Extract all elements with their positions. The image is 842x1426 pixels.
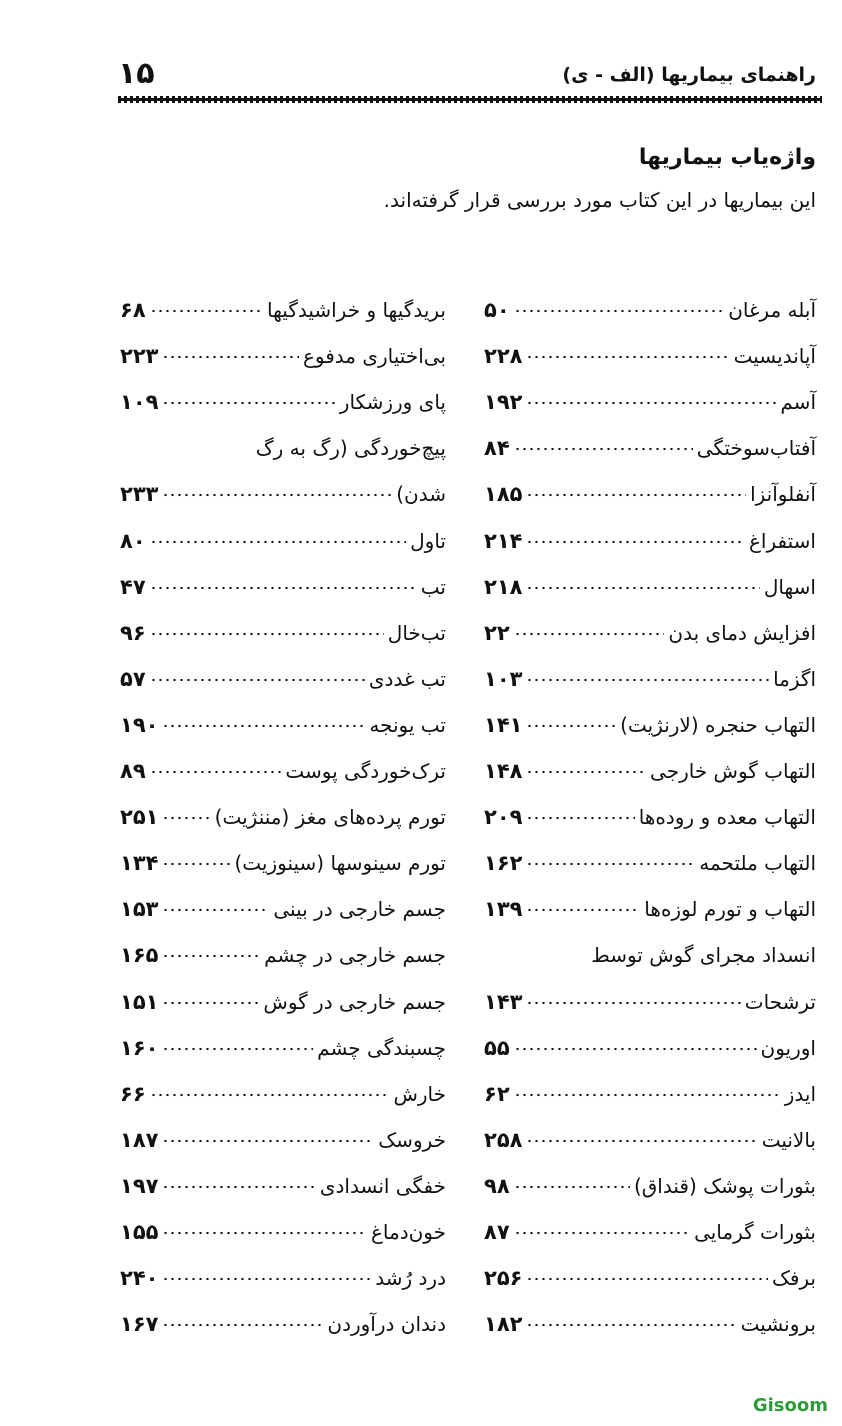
dot-leader [150, 540, 407, 544]
page-ref: ۱۶۰ [120, 1035, 159, 1060]
page-number: ۱۵ [118, 56, 155, 91]
index-term: جسم خارجی در گوش [263, 989, 446, 1014]
index-entry [120, 783, 446, 829]
index-term: آفتاب‌سوختگی [696, 436, 816, 461]
index-term: انسداد مجرای گوش توسط [591, 943, 816, 968]
dot-leader [514, 1047, 757, 1051]
page-ref: ۵۷ [120, 666, 146, 691]
index-entry [484, 506, 816, 552]
index-term: التهاب ملتحمه [699, 851, 816, 876]
dot-leader [162, 355, 299, 359]
index-entry [484, 322, 816, 368]
intro-text: این بیماریها در این کتاب مورد بررسی قرار گرفته‌اند. [383, 188, 816, 212]
dot-leader [162, 862, 230, 866]
index-entry [120, 553, 446, 599]
dot-leader [150, 632, 384, 636]
index-term: بثورات گرمایی [694, 1219, 816, 1244]
index-term: استفراغ [749, 528, 816, 553]
index-term: افزایش دمای بدن [668, 620, 816, 645]
dot-leader [514, 1185, 630, 1189]
index-term: التهاب گوش خارجی [650, 759, 816, 784]
dot-leader [514, 447, 693, 451]
dot-leader [526, 862, 695, 866]
dot-leader [162, 1001, 259, 1005]
page-ref: ۱۴۱ [484, 712, 523, 737]
index-entry [120, 368, 446, 414]
index-entry [120, 829, 446, 875]
index-entry [484, 368, 816, 414]
page-ref: ۲۱۸ [484, 574, 523, 599]
dot-leader [514, 632, 665, 636]
page-ref: ۸۰ [120, 528, 146, 553]
index-term: تب غددی [368, 666, 446, 691]
index-entry [484, 783, 816, 829]
page-ref: ۱۹۲ [484, 390, 523, 415]
dot-leader [150, 770, 282, 774]
dot-leader [162, 1231, 367, 1235]
index-term: آبله مرغان [728, 298, 816, 323]
index-entry [484, 414, 816, 460]
dot-leader [162, 954, 260, 958]
index-term: خروسک [378, 1127, 446, 1152]
index-term: ایدز [784, 1081, 816, 1106]
index-entry [120, 506, 446, 552]
index-term: دندان درآوردن [327, 1312, 446, 1337]
page-ref: ۹۶ [120, 620, 146, 645]
index-entry [484, 921, 816, 967]
page-ref: ۱۹۰ [120, 712, 159, 737]
index-entry [484, 1244, 816, 1290]
dot-leader [162, 1139, 374, 1143]
dot-leader [514, 1093, 781, 1097]
index-entry [484, 276, 816, 322]
index-entry [120, 737, 446, 783]
index-term: تب یونجه [369, 712, 446, 737]
dot-leader [526, 816, 634, 820]
dot-leader [526, 724, 616, 728]
page-ref: ۵۰ [484, 298, 510, 323]
page-ref: ۲۲ [484, 620, 510, 645]
index-entry [484, 460, 816, 506]
index-term: جسم خارجی در چشم [264, 943, 446, 968]
index-entry [484, 1198, 816, 1244]
page-ref: ۱۸۷ [120, 1127, 159, 1152]
dot-leader [526, 1277, 767, 1281]
dot-leader [526, 493, 746, 497]
page-ref: ۲۵۶ [484, 1266, 523, 1291]
dot-leader [162, 1323, 323, 1327]
page-ref: ۱۹۷ [120, 1173, 159, 1198]
index-entry [120, 460, 446, 506]
page-ref: ۹۸ [484, 1173, 510, 1198]
index-term: بثورات پوشک (قنداق) [633, 1173, 816, 1198]
index-term: التهاب معده و روده‌ها [638, 805, 816, 830]
index-term: ترشحات [744, 989, 816, 1014]
index-term: ترک‌خوردگی پوست [285, 759, 446, 784]
page-ref: ۱۶۵ [120, 943, 159, 968]
index-term: جسم خارجی در بینی [273, 897, 446, 922]
page-ref: ۲۴۰ [120, 1266, 159, 1291]
watermark-logo: Gisoom [752, 1395, 828, 1416]
page-ref: ۱۰۹ [120, 390, 159, 415]
index-term: درد رُشد [375, 1266, 446, 1291]
index-entry [120, 1244, 446, 1290]
index-term: آپاندیسیت [733, 344, 816, 369]
page-ref: ۶۶ [120, 1081, 146, 1106]
index-term: تب‌خال [387, 620, 446, 645]
index-entry [120, 1060, 446, 1106]
index-term: اگزما [773, 666, 816, 691]
index-entry [484, 645, 816, 691]
dot-leader [162, 1047, 313, 1051]
page-ref: ۱۶۲ [484, 851, 523, 876]
page-ref: ۲۳۳ [120, 482, 159, 507]
header-divider [118, 96, 822, 103]
index-entry [484, 1106, 816, 1152]
index-entry [120, 691, 446, 737]
index-term: تورم پرده‌های مغز (مننژیت) [214, 805, 446, 830]
index-entry [484, 737, 816, 783]
page-ref: ۱۸۲ [484, 1312, 523, 1337]
index-column-left [120, 276, 446, 1336]
page-ref: ۱۳۹ [484, 897, 523, 922]
dot-leader [526, 401, 776, 405]
index-entry [120, 1106, 446, 1152]
index-term: بریدگیها و خراشیدگیها [266, 298, 446, 323]
page-ref: ۲۲۸ [484, 344, 523, 369]
index-term: برفک [771, 1266, 816, 1291]
index-term: تب [420, 574, 446, 599]
page-ref: ۴۷ [120, 574, 146, 599]
dot-leader [526, 1139, 757, 1143]
index-entry [120, 875, 446, 921]
page-ref: ۱۶۷ [120, 1312, 159, 1337]
page-ref: ۲۵۱ [120, 805, 159, 830]
index-entry [120, 414, 446, 460]
page-ref: ۲۱۴ [484, 528, 523, 553]
page-ref: ۱۵۱ [120, 989, 159, 1014]
dot-leader [162, 401, 335, 405]
index-term: آسم [780, 390, 816, 415]
index-entry [120, 1014, 446, 1060]
index-term: اسهال [763, 574, 816, 599]
index-entry [484, 599, 816, 645]
index-entry [120, 1290, 446, 1336]
dot-leader [514, 1231, 690, 1235]
dot-leader [162, 908, 269, 912]
index-term: التهاب حنجره (لارنژیت) [620, 712, 816, 737]
page-ref: ۱۵۳ [120, 897, 159, 922]
dot-leader [526, 678, 769, 682]
page-ref: ۸۹ [120, 759, 146, 784]
dot-leader [526, 586, 759, 590]
index-entry [120, 921, 446, 967]
page-ref: ۱۰۳ [484, 666, 523, 691]
index-term: التهاب و تورم لوزه‌ها [644, 897, 816, 922]
page-ref: ۸۷ [484, 1219, 510, 1244]
index-term: بی‌اختیاری مدفوع [302, 344, 446, 369]
index-entry [484, 1152, 816, 1198]
index-term: برونشیت [740, 1312, 816, 1337]
index-entry [484, 1060, 816, 1106]
page-ref: ۵۵ [484, 1035, 510, 1060]
dot-leader [162, 1185, 315, 1189]
page-ref: ۱۵۵ [120, 1219, 159, 1244]
index-column-right [484, 276, 816, 1336]
dot-leader [162, 1277, 371, 1281]
page-ref: ۸۴ [484, 436, 510, 461]
section-title: واژه‌یاب بیماریها [638, 145, 816, 170]
page-ref: ۲۲۳ [120, 344, 159, 369]
index-entry [484, 875, 816, 921]
dot-leader [150, 309, 263, 313]
index-entry [484, 1290, 816, 1336]
index-term: شدن) [396, 482, 446, 507]
index-entry [484, 1014, 816, 1060]
page-ref: ۲۰۹ [484, 805, 523, 830]
running-header: راهنمای بیماریها (الف - ی) [562, 64, 816, 86]
index-entry [484, 967, 816, 1013]
index-term: اوریون [760, 1035, 816, 1060]
page-ref: ۲۵۸ [484, 1127, 523, 1152]
index-term: خون‌دماغ [370, 1219, 446, 1244]
index-term: بالانیت [761, 1127, 816, 1152]
index-entry [484, 553, 816, 599]
page-ref: ۱۳۴ [120, 851, 159, 876]
dot-leader [162, 493, 392, 497]
index-term: خارش [393, 1081, 446, 1106]
index-entry [120, 322, 446, 368]
index-term: پای ورزشکار [339, 390, 446, 415]
index-entry [120, 1198, 446, 1244]
index-term: پیچ‌خوردگی (رگ به رگ [255, 436, 446, 461]
index-entry [120, 1152, 446, 1198]
dot-leader [526, 1323, 736, 1327]
page-ref: ۱۴۸ [484, 759, 523, 784]
dot-leader [526, 540, 745, 544]
dot-leader [150, 586, 417, 590]
dot-leader [526, 1001, 740, 1005]
dot-leader [514, 309, 725, 313]
index-term: چسبندگی چشم [317, 1035, 446, 1060]
page-ref: ۱۴۳ [484, 989, 523, 1014]
index-term: تاول [410, 528, 446, 553]
index-entry [120, 645, 446, 691]
page-ref: ۱۸۵ [484, 482, 523, 507]
index-term: آنفلوآنزا [750, 482, 816, 507]
index-entry [120, 967, 446, 1013]
dot-leader [150, 1093, 390, 1097]
dot-leader [526, 355, 729, 359]
index-entry [120, 599, 446, 645]
index-entry [120, 276, 446, 322]
dot-leader [162, 724, 365, 728]
dot-leader [162, 816, 210, 820]
index-term: خفگی انسدادی [319, 1173, 446, 1198]
index-term: تورم سینوسها (سینوزیت) [234, 851, 446, 876]
page-ref: ۶۲ [484, 1081, 510, 1106]
dot-leader [526, 908, 640, 912]
page-ref: ۶۸ [120, 298, 146, 323]
dot-leader [526, 770, 646, 774]
index-entry [484, 691, 816, 737]
dot-leader [150, 678, 365, 682]
index-entry [484, 829, 816, 875]
